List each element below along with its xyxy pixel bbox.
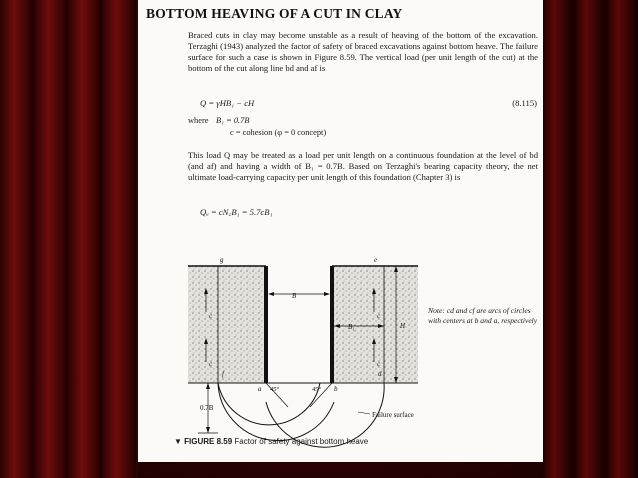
label-b-point: b	[334, 385, 338, 393]
caption-marker-icon: ▼	[174, 437, 182, 446]
figure-caption	[174, 437, 368, 446]
caption-text: Factor of safety against bottom heave	[234, 437, 369, 446]
soil-mass	[188, 266, 418, 383]
label-d: d	[378, 370, 382, 378]
label-failure-surface: Failure surface	[372, 411, 414, 419]
label-c-right-top: c	[377, 312, 381, 320]
caption-number: FIGURE 8.59	[184, 437, 233, 446]
where-cohesion: c = cohesion (φ = 0 concept)	[230, 128, 327, 137]
label-c-left-top: c	[209, 312, 213, 320]
figure-8-59	[138, 252, 543, 462]
label-0-7b: 0.7B	[200, 404, 214, 412]
label-angle-left: 45°	[270, 386, 280, 393]
paragraph-intro: Braced cuts in clay may become unstable as a result of heaving of the bottom of the excavation. Terzaghi (1943) analyzed the factor of safety of braced excavations against bottom heave. The failure surface for such a case is shown in Figure 8.59. The vertical load (per unit length of the cut) at the bottom of the cut along line bd and af is	[188, 30, 538, 73]
label-a: a	[258, 385, 262, 393]
sheet-pile-left	[264, 266, 268, 383]
slide-page	[138, 0, 543, 462]
sheet-pile-right	[330, 266, 334, 383]
equation-qu: Qᵤ = cN꜀B₁ = 5.7cB₁	[200, 207, 273, 217]
page-title: BOTTOM HEAVING OF A CUT IN CLAY	[146, 6, 403, 21]
paragraph-bearing: This load Q may be treated as a load per unit length on a continuous foundation at the level of bd (and af) and having a width of B₁ = 0.7B. Based on Terzaghi's bearing capacity theory, the net ultimate load-carrying capacity per unit length of this foundation (Chapter 3) is	[188, 150, 538, 182]
label-c-right-bottom: c	[377, 360, 381, 368]
label-h: H	[400, 322, 406, 330]
figure-note: Note: cd and cf are arcs of circles with centers at b and a, respectively	[428, 306, 538, 325]
label-e: e	[374, 256, 378, 264]
equation-8-115: Q = γHB₁ − cH	[200, 98, 255, 108]
right-curtain	[542, 0, 638, 478]
failure-arc-left	[218, 383, 320, 425]
where-label: where	[188, 116, 209, 125]
equation-number: (8.115)	[512, 98, 537, 108]
left-curtain	[0, 0, 138, 478]
label-g: g	[220, 256, 224, 264]
label-f: f	[222, 370, 224, 378]
label-b: B	[292, 292, 297, 300]
label-b1: B₁	[348, 323, 355, 331]
label-c-left-bottom: c	[209, 360, 213, 368]
where-b1: B₁ = 0.7B	[216, 116, 250, 125]
label-angle-right: 45°	[312, 386, 322, 393]
